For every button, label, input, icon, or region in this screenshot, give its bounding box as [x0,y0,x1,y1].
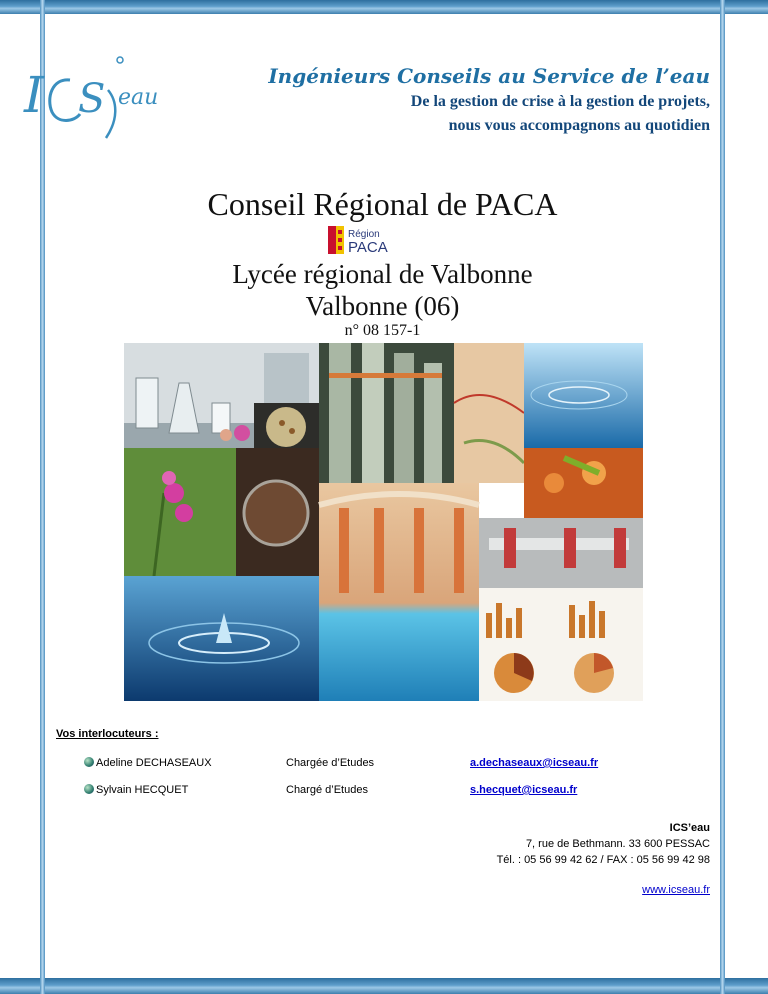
left-border [40,0,45,994]
project-title [45,258,720,322]
svg-text:PACA: PACA [348,239,388,254]
tagline-line2: nous vous accompagnons au quotidien [448,117,710,134]
right-border [720,0,725,994]
company-phone: Tél. : 05 56 99 42 62 / FAX : 05 56 99 42 98 [496,854,710,866]
pool-photo [319,483,479,701]
tagline-line1: De la gestion de crise à la gestion de projets, [410,93,710,110]
contact-role: Chargé d’Etudes [286,784,368,796]
tagline-title: Ingénieurs Conseils au Service de l’eau [268,64,710,88]
svg-text:I: I [24,66,44,124]
contact-role: Chargée d’Etudes [286,757,375,769]
reference-number: n° 08 157-1 [344,322,421,339]
flowers-photo [124,448,236,576]
pipes-photo [479,518,643,588]
website-link[interactable]: www.icseau.fr [642,884,710,896]
project-line1: Lycée régional de Valbonne [232,259,533,289]
contact-name: Sylvain HECQUET [84,784,274,796]
svg-text:S: S [78,76,106,122]
svg-text:eau: eau [118,85,159,110]
company-street: 7, rue de Bethmann. 33 600 PESSAC [525,838,710,850]
contact-email-link[interactable]: a.dechaseaux@icseau.fr [470,757,599,769]
charts-photo [479,588,643,701]
company-name: ICS’eau [669,822,710,834]
contacts-heading: Vos interlocuteurs : [56,728,159,740]
contact-name: Adeline DECHASEAUX [84,757,274,769]
water-drop-photo [524,343,643,448]
contact-email-link[interactable]: s.hecquet@icseau.fr [470,784,578,796]
petri-dish-photo [254,403,319,448]
photo-collage [124,343,643,701]
filters-photo [319,343,454,483]
globe-bullet-icon [84,757,94,767]
company-address [497,820,710,868]
icseau-logo [22,50,182,140]
svg-text:Région: Région [348,229,380,240]
project-line2: Valbonne (06) [305,291,460,321]
tagline-block [268,64,710,136]
water-splash-photo [124,576,319,701]
bottom-border [0,978,768,994]
soil-photo [236,448,319,576]
region-paca-logo [328,226,414,254]
top-border [0,0,768,14]
globe-bullet-icon [84,784,94,794]
client-title: Conseil Régional de PACA [207,186,558,222]
microscope-photo [524,448,643,518]
map-photo [454,343,524,483]
